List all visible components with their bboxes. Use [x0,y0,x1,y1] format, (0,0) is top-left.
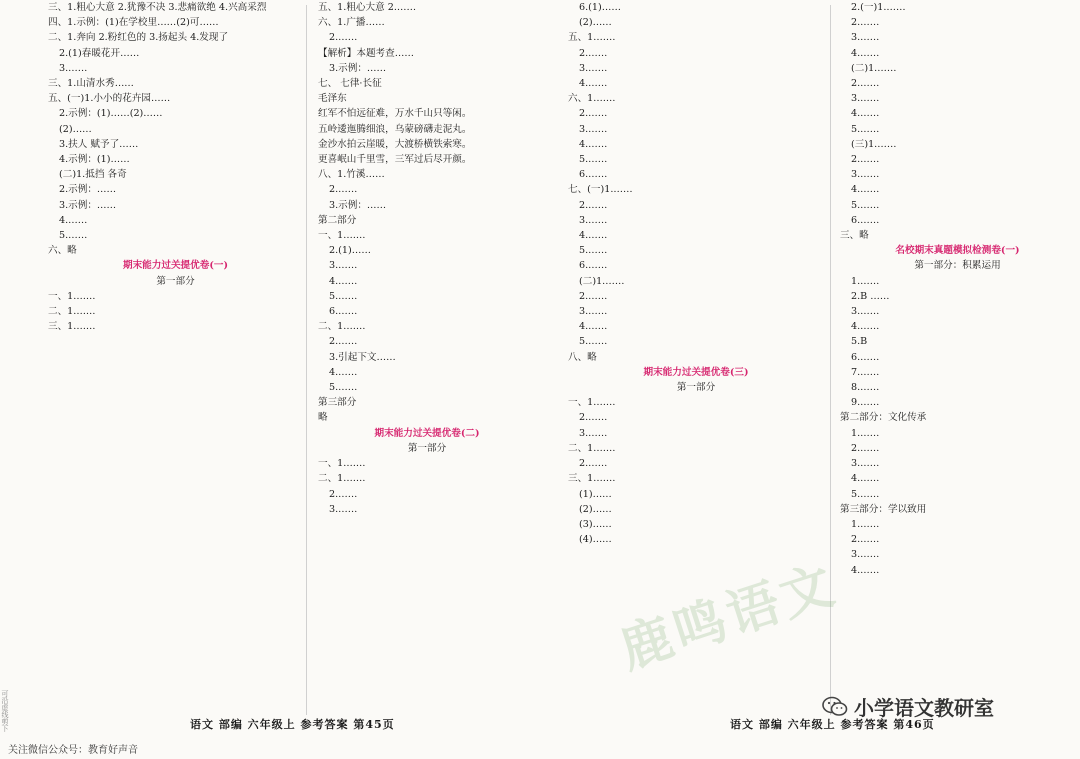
answer-line: (二)1.…… [851,62,897,74]
answer-line: 3.…… [579,427,608,439]
answer-line: 3.…… [851,93,880,105]
answer-line: 八、1.竹溪…… [318,169,385,181]
answer-line: 5.…… [851,488,880,500]
answer-line: 6.…… [579,260,608,272]
answer-line: 4.…… [851,564,880,576]
answer-line: 1.…… [851,518,880,530]
answer-line: 5.…… [851,123,880,135]
answer-line: 8.…… [851,382,880,394]
answer-line: 一、1.…… [318,230,366,242]
answer-line: 金沙水拍云崖暖，大渡桥横铁索寒。 [318,138,472,150]
answer-line: 第二部分 [318,214,357,226]
answer-line: 5.…… [579,336,608,348]
answer-line: 第三部分：学以致用 [840,503,927,515]
answer-line: 4.…… [579,138,608,150]
answer-line: 二、1.…… [48,306,96,318]
answer-line: 六、1.…… [568,93,616,105]
answer-line: 3.示例：…… [59,199,117,211]
answer-line: 2.…… [329,336,358,348]
answer-line: 二、1.…… [318,473,366,485]
answer-line: 4.…… [59,214,88,226]
answer-line: 2.…… [579,108,608,120]
answer-line: 3.…… [579,306,608,318]
answer-line: 5.…… [579,154,608,166]
answer-line: 1.…… [851,275,880,287]
answer-line: 6.…… [851,351,880,363]
answer-line: 五岭逶迤腾细浪，乌蒙磅礴走泥丸。 [318,123,472,135]
column-divider [306,5,307,715]
answer-line: 2.…… [579,290,608,302]
answer-line: (4)…… [579,534,612,546]
answer-line: 2.(1)春暖花开…… [59,47,140,59]
answer-line: 4.…… [579,321,608,333]
answer-line: 第三部分 [318,397,357,409]
wechat-icon [822,696,848,718]
answer-line: 【解析】本题考查…… [318,47,414,59]
answer-line: 2.(一)1.…… [851,2,906,13]
answer-line: 5.…… [59,230,88,242]
answer-line: (3)…… [579,518,612,530]
cut-line-note: 可沿虚线剪下 [1,690,9,732]
answer-line: 3.引起下文…… [329,351,396,363]
answer-line: 略 [318,412,328,424]
answer-line: 4.…… [851,473,880,485]
part-heading: 第一部分 [407,442,447,454]
answer-line: 3.示例：…… [329,62,387,74]
answer-line: 2.…… [579,199,608,211]
answer-line: 5.B [851,336,868,348]
answer-line: 一、1.…… [48,290,96,302]
answer-line: 6.…… [851,214,880,226]
answer-line: (三)1.…… [851,138,897,150]
answer-line: 2.示例：(1)……(2)…… [59,108,163,120]
answer-line: 4.…… [851,108,880,120]
answer-line: 五、1.粗心大意 2.…… [318,2,417,13]
page45-column-1 [48,0,303,334]
answer-line: (2)…… [59,123,92,135]
answer-line: 二、1.…… [568,442,616,454]
watermark-stamp: 鹿鸣语文 [612,553,845,681]
answer-line: 6.…… [579,169,608,181]
answer-line: 4.…… [851,184,880,196]
answer-line: 毛泽东 [318,93,347,105]
answer-line: 3.…… [851,32,880,44]
page-left [0,0,540,731]
answer-line: 三、略 [840,230,869,242]
answer-line: (2)…… [579,503,612,515]
answer-line: 2.…… [851,154,880,166]
answer-line: 3.…… [851,458,880,470]
answer-line: 2.…… [851,534,880,546]
answer-line: 4.…… [851,47,880,59]
answer-line: 3.…… [329,260,358,272]
answer-line: 红军不怕远征难，万水千山只等闲。 [318,108,472,120]
answer-line: 9.…… [851,397,880,409]
answer-line: (1)…… [579,488,612,500]
answer-line: 3.…… [579,214,608,226]
answer-line: 2.…… [579,458,608,470]
answer-line: 三、1.山清水秀…… [48,78,134,90]
answer-line: 2.(1)…… [329,245,371,257]
answer-line: 3.…… [851,306,880,318]
answer-line: 3.扶人 赋予了…… [59,138,139,150]
answer-line: 2.…… [329,184,358,196]
answer-line: 五、(一)1.小小的花卉园…… [48,93,171,105]
answer-line: 5.…… [329,382,358,394]
wechat-brand [822,692,994,721]
answer-line: 4.示例：(1)…… [59,154,130,166]
answer-line: 2.…… [329,32,358,44]
answer-line: (2)…… [579,17,612,29]
answer-line: 3.…… [329,503,358,515]
section-title: 期末能力过关提优卷(一) [122,260,229,272]
section-title: 名校期末真题模拟检测卷(一) [895,245,1020,257]
answer-line: 6.…… [329,306,358,318]
answer-line: 3.…… [579,123,608,135]
page-footer: 语文 部编 六年级上 参考答案 第45页 [190,718,395,731]
answer-line: 2.…… [329,488,358,500]
answer-line: 二、1.奔向 2.粉红色的 3.扬起头 4.发现了 [48,32,229,44]
answer-line: 四、1.示例：(1)在学校里……(2)可…… [48,17,219,29]
answer-line: 六、1.广播…… [318,17,385,29]
answer-line: 2.…… [851,17,880,29]
answer-line: 2.…… [579,47,608,59]
answer-line: 2.…… [579,412,608,424]
answer-line: 6.(1)…… [579,2,621,13]
answer-line: 更喜岷山千里雪，三军过后尽开颜。 [318,154,472,166]
answer-line: 一、1.…… [318,458,366,470]
answer-line: 4.…… [579,230,608,242]
bottom-note: 关注微信公众号：教育好声音 [8,745,138,756]
answer-line: 六、略 [48,245,77,257]
answer-line: 4.…… [329,366,358,378]
answer-line: 7.…… [851,366,880,378]
part-heading: 第一部分 [156,275,195,287]
answer-line: 三、1.…… [568,473,616,485]
page-footer: 语文 部编 六年级上 参考答案 第46页 [730,718,935,731]
answer-line: 1.…… [851,427,880,439]
answer-line: 4.…… [851,321,880,333]
answer-line: (二)1.…… [579,275,625,287]
part-heading: 第一部分：积累运用 [914,260,1001,272]
answer-line: 2.…… [851,442,880,454]
answer-line: 4.…… [329,275,358,287]
answer-line: 第二部分：文化传承 [840,412,927,424]
answer-line: 2.示例：…… [59,184,117,196]
wechat-brand-name: 小学语文教研室 [854,696,994,720]
answer-line: 4.…… [579,78,608,90]
answer-line: 2.…… [851,78,880,90]
answer-line: 三、1.…… [48,321,96,333]
answer-line: 七、 七律·长征 [318,78,382,90]
answer-line: 3.…… [59,62,88,74]
answer-line: 2.B …… [851,290,890,302]
answer-line: (二)1.抵挡 各奇 [59,169,127,181]
answer-line: 5.…… [329,290,358,302]
answer-line: 八、略 [568,351,597,363]
answer-line: 3.…… [851,169,880,181]
section-title: 期末能力过关提优卷(二) [374,427,480,439]
page46-column-2 [840,0,1075,578]
section-title: 期末能力过关提优卷(三) [643,366,749,378]
answer-line: 5.…… [851,199,880,211]
answer-line: 一、1.…… [568,397,616,409]
answer-line: 3.…… [579,62,608,74]
answer-line: 二、1.…… [318,321,366,333]
answer-line: 五、1.…… [568,32,616,44]
answer-line: 3.…… [851,549,880,561]
answer-line: 5.…… [579,245,608,257]
page45-column-2 [318,0,536,517]
answer-line: 3.示例：…… [329,199,387,211]
page46-column-1 [568,0,824,547]
answer-line: 三、1.粗心大意 2.犹豫不决 3.悲痛欲绝 4.兴高采烈 [48,2,267,13]
answer-line: 七、(一)1.…… [568,184,633,196]
part-heading: 第一部分 [676,382,716,394]
